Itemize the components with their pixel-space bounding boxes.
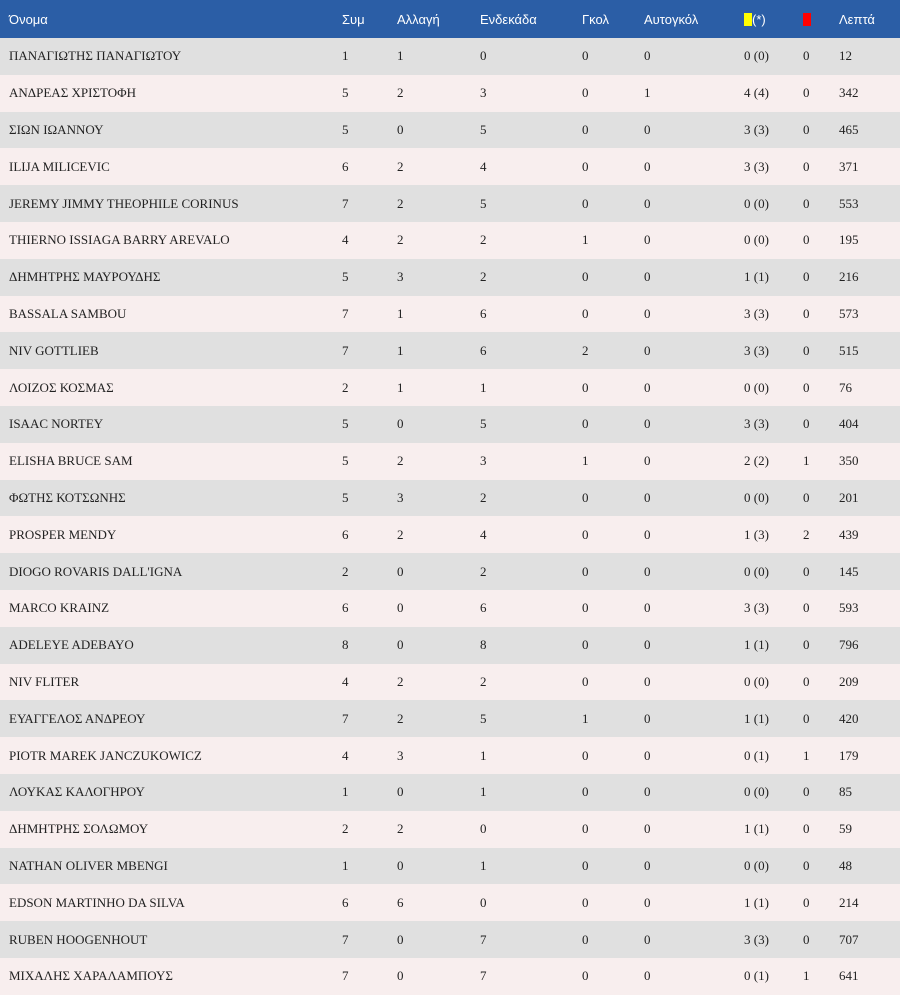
red-cards-value: 0 xyxy=(803,710,810,726)
red-cards-value: 0 xyxy=(803,416,810,432)
yellow-cards-value: 3 (3) xyxy=(744,305,769,321)
minutes-value: 465 xyxy=(839,121,859,137)
table-row xyxy=(0,848,900,885)
starting-value: 6 xyxy=(480,342,487,358)
appearances-value: 4 xyxy=(342,747,349,763)
minutes-value: 48 xyxy=(839,857,852,873)
table-body xyxy=(0,38,900,995)
starting-value: 7 xyxy=(480,968,487,984)
own-goals-value: 0 xyxy=(644,416,651,432)
own-goals-value: 0 xyxy=(644,784,651,800)
goals-value: 2 xyxy=(582,342,589,358)
own-goals-value: 0 xyxy=(644,195,651,211)
table-row xyxy=(0,627,900,664)
header-substitute[interactable]: Αλλαγή xyxy=(397,11,440,27)
starting-value: 1 xyxy=(480,857,487,873)
starting-value: 5 xyxy=(480,121,487,137)
player-name: ΣΙΩΝ ΙΩΑΝΝΟΥ xyxy=(9,121,104,137)
goals-value: 0 xyxy=(582,821,589,837)
starting-value: 4 xyxy=(480,158,487,174)
goals-value: 0 xyxy=(582,121,589,137)
appearances-value: 5 xyxy=(342,121,349,137)
substitute-value: 0 xyxy=(397,637,404,653)
appearances-value: 1 xyxy=(342,48,349,64)
player-name: EDSON MARTINHO DA SILVA xyxy=(9,894,185,910)
table-row xyxy=(0,406,900,443)
table-row xyxy=(0,112,900,149)
red-cards-value: 1 xyxy=(803,968,810,984)
red-cards-value: 0 xyxy=(803,85,810,101)
minutes-value: 641 xyxy=(839,968,859,984)
own-goals-value: 0 xyxy=(644,857,651,873)
table-header xyxy=(0,0,900,38)
goals-value: 0 xyxy=(582,48,589,64)
player-name: ILIJA MILICEVIC xyxy=(9,158,110,174)
starting-value: 3 xyxy=(480,453,487,469)
starting-value: 2 xyxy=(480,673,487,689)
minutes-value: 179 xyxy=(839,747,859,763)
substitute-value: 2 xyxy=(397,85,404,101)
table-row xyxy=(0,332,900,369)
player-name: NIV GOTTLIEB xyxy=(9,342,99,358)
own-goals-value: 0 xyxy=(644,747,651,763)
table-row xyxy=(0,700,900,737)
substitute-value: 0 xyxy=(397,857,404,873)
yellow-cards-value: 0 (0) xyxy=(744,195,769,211)
red-cards-value: 0 xyxy=(803,637,810,653)
goals-value: 1 xyxy=(582,710,589,726)
starting-value: 4 xyxy=(480,526,487,542)
own-goals-value: 0 xyxy=(644,673,651,689)
own-goals-value: 0 xyxy=(644,453,651,469)
appearances-value: 2 xyxy=(342,379,349,395)
table-row xyxy=(0,516,900,553)
substitute-value: 0 xyxy=(397,600,404,616)
starting-value: 0 xyxy=(480,821,487,837)
starting-value: 0 xyxy=(480,894,487,910)
table-row xyxy=(0,185,900,222)
red-cards-value: 1 xyxy=(803,747,810,763)
yellow-cards-value: 0 (0) xyxy=(744,673,769,689)
goals-value: 0 xyxy=(582,857,589,873)
player-name: ΛΟΙΖΟΣ ΚΟΣΜΑΣ xyxy=(9,379,114,395)
red-cards-value: 0 xyxy=(803,305,810,321)
player-name: ΜΙΧΑΛΗΣ ΧΑΡΑΛΑΜΠΟΥΣ xyxy=(9,968,173,984)
red-cards-value: 0 xyxy=(803,563,810,579)
player-name: PIOTR MAREK JANCZUKOWICZ xyxy=(9,747,202,763)
yellow-cards-value: 1 (1) xyxy=(744,710,769,726)
table-row xyxy=(0,737,900,774)
substitute-value: 2 xyxy=(397,195,404,211)
starting-value: 2 xyxy=(480,232,487,248)
red-cards-value: 0 xyxy=(803,379,810,395)
appearances-value: 6 xyxy=(342,894,349,910)
minutes-value: 707 xyxy=(839,931,859,947)
substitute-value: 2 xyxy=(397,232,404,248)
appearances-value: 2 xyxy=(342,563,349,579)
minutes-value: 593 xyxy=(839,600,859,616)
header-minutes[interactable]: Λεπτά xyxy=(839,11,875,27)
appearances-value: 8 xyxy=(342,637,349,653)
substitute-value: 2 xyxy=(397,710,404,726)
own-goals-value: 0 xyxy=(644,710,651,726)
header-yellow-cards[interactable] xyxy=(744,0,803,38)
substitute-value: 0 xyxy=(397,563,404,579)
own-goals-value: 0 xyxy=(644,637,651,653)
appearances-value: 6 xyxy=(342,526,349,542)
starting-value: 7 xyxy=(480,931,487,947)
appearances-value: 7 xyxy=(342,968,349,984)
goals-value: 0 xyxy=(582,379,589,395)
player-name: ΦΩΤΗΣ ΚΟΤΣΩΝΗΣ xyxy=(9,489,126,505)
table-row xyxy=(0,811,900,848)
own-goals-value: 0 xyxy=(644,379,651,395)
header-name[interactable]: Όνομα xyxy=(9,11,48,27)
red-cards-value: 0 xyxy=(803,931,810,947)
yellow-card-icon xyxy=(744,13,752,26)
red-cards-value: 0 xyxy=(803,232,810,248)
goals-value: 0 xyxy=(582,894,589,910)
table-row xyxy=(0,921,900,958)
red-cards-value: 0 xyxy=(803,600,810,616)
header-red-cards[interactable] xyxy=(803,0,839,38)
substitute-value: 3 xyxy=(397,489,404,505)
own-goals-value: 0 xyxy=(644,821,651,837)
appearances-value: 5 xyxy=(342,416,349,432)
own-goals-value: 0 xyxy=(644,968,651,984)
table-row xyxy=(0,38,900,75)
table-row xyxy=(0,369,900,406)
own-goals-value: 0 xyxy=(644,931,651,947)
red-cards-value: 0 xyxy=(803,894,810,910)
yellow-cards-value: 0 (0) xyxy=(744,489,769,505)
red-cards-value: 0 xyxy=(803,158,810,174)
substitute-value: 1 xyxy=(397,379,404,395)
player-name: ΛΟΥΚΑΣ ΚΑΛΟΓΗΡΟΥ xyxy=(9,784,145,800)
appearances-value: 6 xyxy=(342,600,349,616)
starting-value: 1 xyxy=(480,747,487,763)
substitute-value: 0 xyxy=(397,416,404,432)
appearances-value: 5 xyxy=(342,453,349,469)
minutes-value: 439 xyxy=(839,526,859,542)
table-row xyxy=(0,664,900,701)
player-name: PROSPER MENDY xyxy=(9,526,117,542)
minutes-value: 145 xyxy=(839,563,859,579)
red-cards-value: 0 xyxy=(803,489,810,505)
table-row xyxy=(0,958,900,995)
yellow-cards-value: 0 (0) xyxy=(744,857,769,873)
own-goals-value: 0 xyxy=(644,232,651,248)
goals-value: 0 xyxy=(582,931,589,947)
starting-value: 5 xyxy=(480,710,487,726)
minutes-value: 12 xyxy=(839,48,852,64)
red-cards-value: 2 xyxy=(803,526,810,542)
goals-value: 1 xyxy=(582,232,589,248)
player-name: ΑΝΔΡΕΑΣ ΧΡΙΣΤΟΦΗ xyxy=(9,85,137,101)
minutes-value: 342 xyxy=(839,85,859,101)
own-goals-value: 0 xyxy=(644,158,651,174)
appearances-value: 6 xyxy=(342,158,349,174)
player-name: ISAAC NORTEY xyxy=(9,416,104,432)
red-cards-value: 0 xyxy=(803,821,810,837)
minutes-value: 553 xyxy=(839,195,859,211)
substitute-value: 1 xyxy=(397,342,404,358)
substitute-value: 1 xyxy=(397,48,404,64)
minutes-value: 85 xyxy=(839,784,852,800)
minutes-value: 350 xyxy=(839,453,859,469)
minutes-value: 515 xyxy=(839,342,859,358)
yellow-cards-value: 3 (3) xyxy=(744,158,769,174)
own-goals-value: 0 xyxy=(644,600,651,616)
player-name: ΔΗΜΗΤΡΗΣ ΣΟΛΩΜΟΥ xyxy=(9,821,149,837)
yellow-cards-value: 1 (1) xyxy=(744,269,769,285)
yellow-cards-value: 3 (3) xyxy=(744,600,769,616)
yellow-cards-value: 0 (0) xyxy=(744,563,769,579)
starting-value: 0 xyxy=(480,48,487,64)
substitute-value: 1 xyxy=(397,305,404,321)
substitute-value: 2 xyxy=(397,526,404,542)
yellow-cards-value: 3 (3) xyxy=(744,121,769,137)
appearances-value: 5 xyxy=(342,489,349,505)
table-row xyxy=(0,75,900,112)
goals-value: 0 xyxy=(582,784,589,800)
own-goals-value: 1 xyxy=(644,85,651,101)
player-name: ELISHA BRUCE SAM xyxy=(9,453,133,469)
own-goals-value: 0 xyxy=(644,563,651,579)
player-name: JEREMY JIMMY THEOPHILE CORINUS xyxy=(9,195,239,211)
red-card-icon xyxy=(803,13,811,26)
own-goals-value: 0 xyxy=(644,489,651,505)
own-goals-value: 0 xyxy=(644,342,651,358)
appearances-value: 7 xyxy=(342,931,349,947)
own-goals-value: 0 xyxy=(644,305,651,321)
appearances-value: 5 xyxy=(342,269,349,285)
goals-value: 0 xyxy=(582,305,589,321)
starting-value: 1 xyxy=(480,784,487,800)
table-row xyxy=(0,148,900,185)
minutes-value: 195 xyxy=(839,232,859,248)
minutes-value: 209 xyxy=(839,673,859,689)
player-name: ΔΗΜΗΤΡΗΣ ΜΑΥΡΟΥΔΗΣ xyxy=(9,269,161,285)
minutes-value: 796 xyxy=(839,637,859,653)
yellow-cards-value: 0 (1) xyxy=(744,747,769,763)
table-row xyxy=(0,480,900,517)
goals-value: 0 xyxy=(582,158,589,174)
starting-value: 2 xyxy=(480,269,487,285)
goals-value: 0 xyxy=(582,968,589,984)
goals-value: 1 xyxy=(582,453,589,469)
minutes-value: 76 xyxy=(839,379,852,395)
substitute-value: 0 xyxy=(397,784,404,800)
starting-value: 6 xyxy=(480,600,487,616)
starting-value: 3 xyxy=(480,85,487,101)
substitute-value: 0 xyxy=(397,968,404,984)
yellow-cards-value: 1 (1) xyxy=(744,894,769,910)
minutes-value: 371 xyxy=(839,158,859,174)
appearances-value: 7 xyxy=(342,305,349,321)
red-cards-value: 0 xyxy=(803,673,810,689)
player-name: THIERNO ISSIAGA BARRY AREVALO xyxy=(9,232,230,248)
appearances-value: 7 xyxy=(342,195,349,211)
minutes-value: 214 xyxy=(839,894,859,910)
own-goals-value: 0 xyxy=(644,526,651,542)
player-name: ΠΑΝΑΓΙΩΤΗΣ ΠΑΝΑΓΙΩΤΟΥ xyxy=(9,48,182,64)
yellow-cards-value: 0 (0) xyxy=(744,784,769,800)
substitute-value: 2 xyxy=(397,158,404,174)
substitute-value: 6 xyxy=(397,894,404,910)
yellow-cards-value: 2 (2) xyxy=(744,453,769,469)
red-cards-value: 0 xyxy=(803,342,810,358)
appearances-value: 5 xyxy=(342,85,349,101)
substitute-value: 3 xyxy=(397,747,404,763)
starting-value: 5 xyxy=(480,195,487,211)
minutes-value: 404 xyxy=(839,416,859,432)
goals-value: 0 xyxy=(582,673,589,689)
player-name: ADELEYE ADEBAYO xyxy=(9,637,134,653)
goals-value: 0 xyxy=(582,526,589,542)
table-row xyxy=(0,590,900,627)
minutes-value: 201 xyxy=(839,489,859,505)
table-row xyxy=(0,443,900,480)
yellow-cards-value: 4 (4) xyxy=(744,85,769,101)
header-row xyxy=(0,0,900,38)
starting-value: 1 xyxy=(480,379,487,395)
appearances-value: 1 xyxy=(342,784,349,800)
red-cards-value: 0 xyxy=(803,48,810,64)
red-cards-value: 0 xyxy=(803,784,810,800)
minutes-value: 59 xyxy=(839,821,852,837)
own-goals-value: 0 xyxy=(644,121,651,137)
yellow-card-suffix: (*) xyxy=(752,11,766,27)
yellow-cards-value: 1 (3) xyxy=(744,526,769,542)
yellow-cards-value: 0 (0) xyxy=(744,379,769,395)
yellow-cards-value: 1 (1) xyxy=(744,821,769,837)
appearances-value: 7 xyxy=(342,342,349,358)
starting-value: 5 xyxy=(480,416,487,432)
player-name: BASSALA SAMBOU xyxy=(9,305,127,321)
red-cards-value: 0 xyxy=(803,269,810,285)
red-cards-value: 1 xyxy=(803,453,810,469)
red-cards-value: 0 xyxy=(803,857,810,873)
substitute-value: 2 xyxy=(397,453,404,469)
table-row xyxy=(0,884,900,921)
table-row xyxy=(0,296,900,333)
yellow-cards-value: 0 (0) xyxy=(744,232,769,248)
minutes-value: 216 xyxy=(839,269,859,285)
goals-value: 0 xyxy=(582,747,589,763)
goals-value: 0 xyxy=(582,416,589,432)
appearances-value: 7 xyxy=(342,710,349,726)
yellow-cards-value: 3 (3) xyxy=(744,342,769,358)
player-name: RUBEN HOOGENHOUT xyxy=(9,931,148,947)
yellow-cards-value: 1 (1) xyxy=(744,637,769,653)
substitute-value: 0 xyxy=(397,121,404,137)
appearances-value: 4 xyxy=(342,232,349,248)
goals-value: 0 xyxy=(582,269,589,285)
player-name: MARCO KRAINZ xyxy=(9,600,110,616)
player-name: NATHAN OLIVER MBENGI xyxy=(9,857,168,873)
starting-value: 2 xyxy=(480,563,487,579)
player-name: ΕΥΑΓΓΕΛΟΣ ΑΝΔΡΕΟΥ xyxy=(9,710,146,726)
starting-value: 6 xyxy=(480,305,487,321)
starting-value: 8 xyxy=(480,637,487,653)
substitute-value: 2 xyxy=(397,821,404,837)
appearances-value: 1 xyxy=(342,857,349,873)
appearances-value: 2 xyxy=(342,821,349,837)
goals-value: 0 xyxy=(582,600,589,616)
header-own-goals[interactable]: Αυτογκόλ xyxy=(644,11,699,27)
substitute-value: 2 xyxy=(397,673,404,689)
red-cards-value: 0 xyxy=(803,195,810,211)
starting-value: 2 xyxy=(480,489,487,505)
goals-value: 0 xyxy=(582,195,589,211)
table-row xyxy=(0,774,900,811)
own-goals-value: 0 xyxy=(644,894,651,910)
substitute-value: 3 xyxy=(397,269,404,285)
header-goals[interactable]: Γκολ xyxy=(582,11,609,27)
yellow-cards-value: 0 (0) xyxy=(744,48,769,64)
header-appearances[interactable]: Συμ xyxy=(342,11,365,27)
table-row xyxy=(0,553,900,590)
goals-value: 0 xyxy=(582,85,589,101)
yellow-cards-value: 3 (3) xyxy=(744,931,769,947)
goals-value: 0 xyxy=(582,563,589,579)
minutes-value: 420 xyxy=(839,710,859,726)
red-cards-value: 0 xyxy=(803,121,810,137)
own-goals-value: 0 xyxy=(644,269,651,285)
player-name: DIOGO ROVARIS DALL'IGNA xyxy=(9,563,183,579)
own-goals-value: 0 xyxy=(644,48,651,64)
goals-value: 0 xyxy=(582,489,589,505)
appearances-value: 4 xyxy=(342,673,349,689)
table-row xyxy=(0,259,900,296)
minutes-value: 573 xyxy=(839,305,859,321)
yellow-cards-value: 0 (1) xyxy=(744,968,769,984)
table-row xyxy=(0,222,900,259)
player-name: NIV FLITER xyxy=(9,673,80,689)
substitute-value: 0 xyxy=(397,931,404,947)
yellow-cards-value: 3 (3) xyxy=(744,416,769,432)
goals-value: 0 xyxy=(582,637,589,653)
header-starting[interactable]: Ενδεκάδα xyxy=(480,11,537,27)
